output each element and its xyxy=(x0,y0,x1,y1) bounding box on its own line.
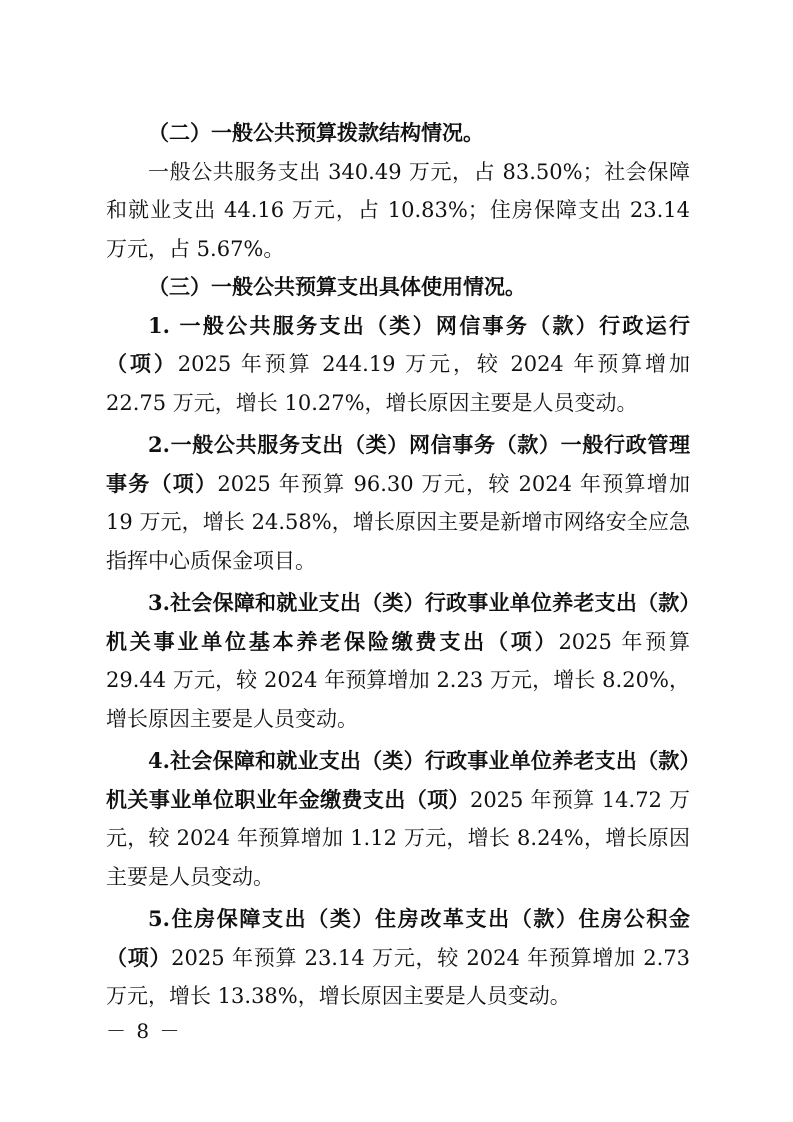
item-3-title: 3.社会保障和就业支出（类）行政事业单位养老支出（款）机关事业单位基本养老保险缴费支出（项） xyxy=(106,590,690,654)
section2-body: 一般公共服务支出 340.49 万元，占 83.50%；社会保障和就业支出 44.16 万元，占 10.83%；住房保障支出 23.14 万元，占 5.67%。 xyxy=(106,159,690,261)
item-5-title: 5.住房保障支出（类）住房改革支出（款）住房公积金（项） xyxy=(106,906,690,970)
item-3 xyxy=(106,584,690,738)
item-1-title: 1. 一般公共服务支出（类）网信事务（款）行政运行（项） xyxy=(106,312,690,376)
item-2-title: 2.一般公共服务支出（类）网信事务（款）一般行政管理事务（项） xyxy=(106,432,690,496)
item-1-body: 2025 年预算 244.19 万元，较 2024 年预算增加 22.75 万元，增长 10.27%，增长原因主要是人员变动。 xyxy=(106,352,691,415)
page-number: － 8 － xyxy=(106,1019,182,1043)
item-5 xyxy=(106,900,690,1016)
item-3-body: 2025 年预算 29.44 万元，较 2024 年预算增加 2.23 万元，增长 8.20%，增长原因主要是人员变动。 xyxy=(106,629,690,731)
item-4 xyxy=(106,742,690,896)
item-5-body: 2025 年预算 23.14 万元，较 2024 年预算增加 2.73 万元，增长 13.38%，增长原因主要是人员变动。 xyxy=(106,945,690,1008)
section2-heading: （二）一般公共预算拨款结构情况。 xyxy=(148,120,484,145)
item-2 xyxy=(106,426,690,580)
section3-heading: （三）一般公共预算支出具体使用情况。 xyxy=(148,274,526,299)
item-4-body: 2025 年预算 14.72 万元，较 2024 年预算增加 1.12 万元，增长 8.24%，增长原因主要是人员变动。 xyxy=(106,787,690,889)
document-body xyxy=(106,114,690,1016)
item-4-title: 4.社会保障和就业支出（类）行政事业单位养老支出（款）机关事业单位职业年金缴费支出（项） xyxy=(106,748,690,812)
item-2-body: 2025 年预算 96.30 万元，较 2024 年预算增加 19 万元，增长 24.58%，增长原因主要是新增市网络安全应急指挥中心质保金项目。 xyxy=(106,471,690,573)
item-1 xyxy=(106,307,690,423)
